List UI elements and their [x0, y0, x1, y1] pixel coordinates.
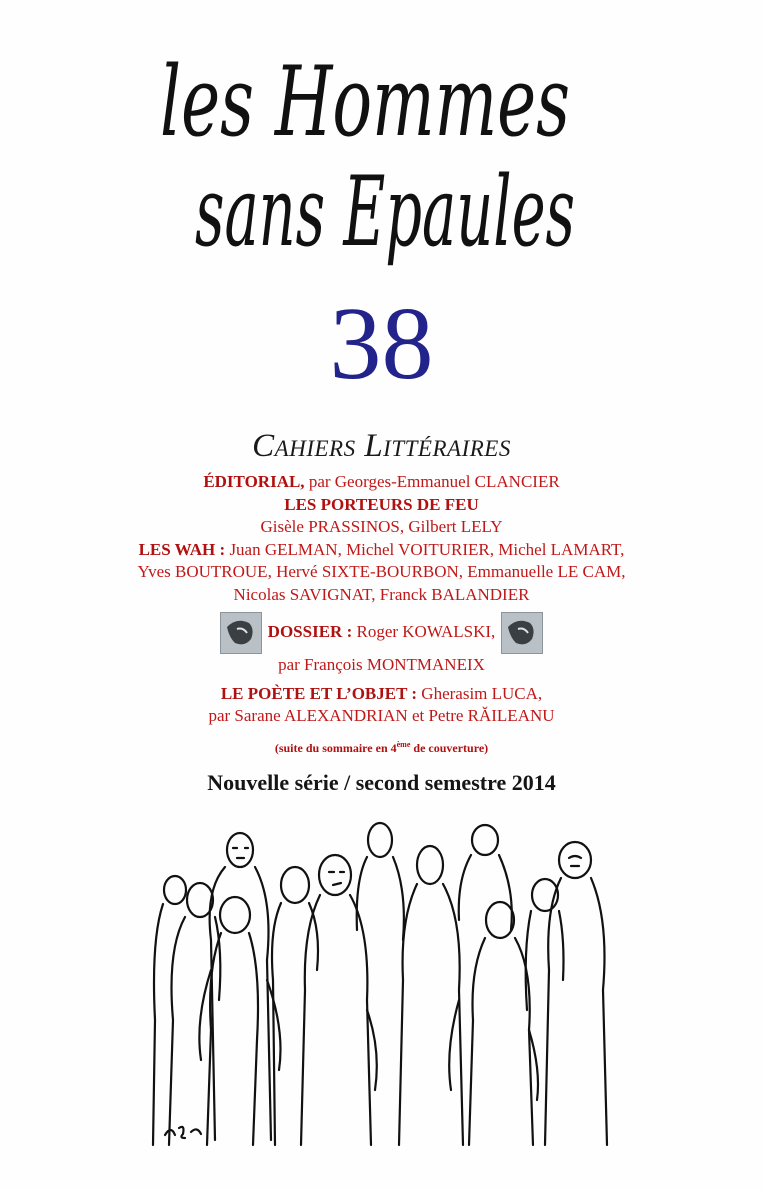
toc-wah-line3: Nicolas SAVIGNAT, Franck BALANDIER	[233, 584, 530, 604]
handwritten-logo	[150, 40, 590, 280]
portrait-image-right	[501, 612, 543, 654]
logo-line-1: les Hommes	[160, 46, 570, 158]
toc-editorial-label: ÉDITORIAL,	[203, 472, 305, 491]
toc-dossier-text: Roger KOWALSKI,	[352, 621, 496, 641]
toc-wah-text: Juan GELMAN, Michel VOITURIER, Michel LAMART,	[225, 539, 625, 559]
toc-dossier	[60, 612, 703, 654]
toc-poete-label: LE POÈTE ET L’OBJET :	[220, 683, 418, 703]
toc-poete	[60, 683, 703, 706]
note-before: (suite du sommaire en 4	[274, 741, 397, 755]
toc-wah-line1	[60, 539, 703, 562]
note-after: de couverture)	[410, 741, 489, 755]
toc-poete-line2: par Sarane ALEXANDRIAN et Petre RĂILEANU	[208, 706, 555, 725]
toc-porteurs-label: LES PORTEURS DE FEU	[284, 494, 479, 514]
note-sup: ème	[396, 740, 411, 749]
contents-continued-note	[0, 740, 763, 756]
toc-wah-line2: Yves BOUTROUE, Hervé SIXTE-BOURBON, Emmanuelle LE CAM,	[137, 562, 626, 581]
toc-dossier-label: DOSSIER :	[267, 621, 353, 641]
series-line: Nouvelle série / second semestre 2014	[207, 770, 556, 795]
toc-editorial-text: par Georges-Emmanuel CLANCIER	[304, 472, 560, 491]
cover-subtitle: Cahiers Littéraires	[252, 428, 511, 464]
table-of-contents	[60, 471, 703, 728]
crowd-sketch-illustration	[145, 820, 615, 1160]
toc-porteurs-authors: Gisèle PRASSINOS, Gilbert LELY	[260, 517, 503, 536]
portrait-image-left	[220, 612, 262, 654]
issue-number: 38	[329, 286, 434, 401]
logo-line-2: sans Epaules	[195, 156, 575, 268]
toc-wah-label: LES WAH :	[138, 539, 226, 559]
toc-porteurs	[60, 494, 703, 517]
toc-poete-text: Gherasim LUCA,	[417, 683, 543, 703]
toc-editorial	[60, 471, 703, 494]
toc-dossier-line2: par François MONTMANEIX	[278, 655, 485, 674]
logo-svg	[150, 40, 590, 280]
